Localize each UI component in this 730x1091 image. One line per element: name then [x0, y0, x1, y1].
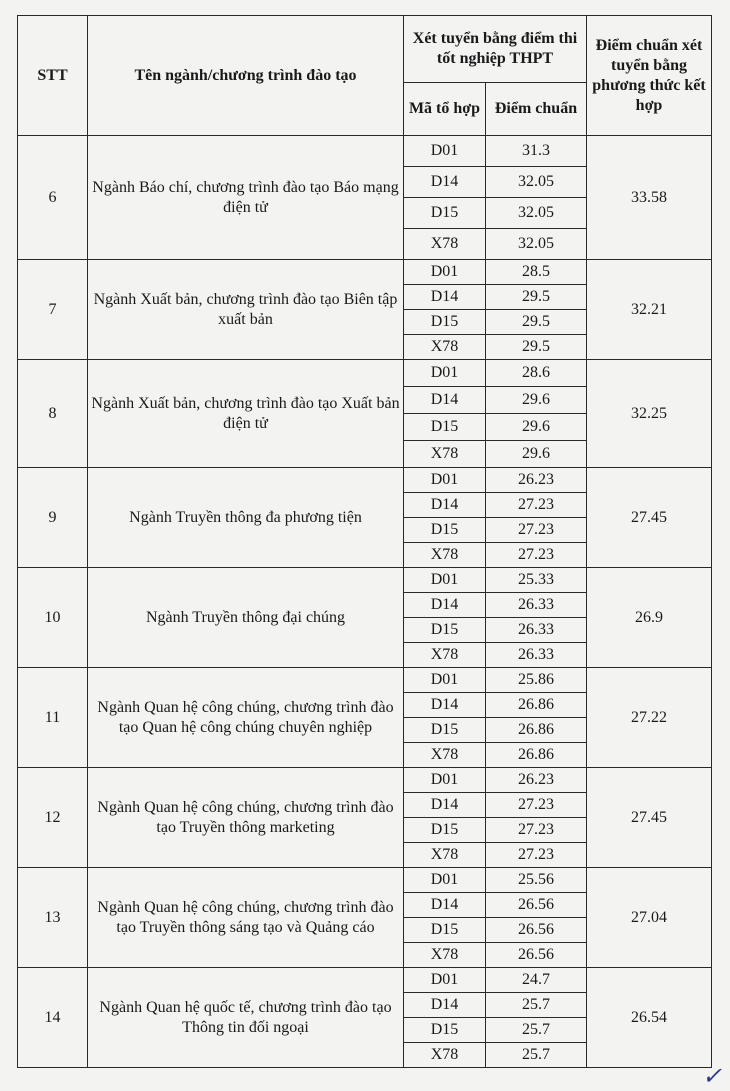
cell-score: 25.7 [486, 993, 587, 1018]
cell-score: 31.3 [486, 136, 587, 167]
cell-subject-code: D15 [404, 1018, 486, 1043]
cell-score: 24.7 [486, 968, 587, 993]
cell-stt: 6 [18, 136, 88, 260]
cell-score: 26.33 [486, 593, 587, 618]
table-row [18, 568, 712, 593]
cell-score: 32.05 [486, 167, 587, 198]
cell-subject-code: D14 [404, 285, 486, 310]
cell-subject-code: D15 [404, 718, 486, 743]
cell-program-name: Ngành Truyền thông đa phương tiện [88, 468, 404, 568]
cell-combined-score: 27.22 [587, 668, 712, 768]
cell-score: 29.5 [486, 285, 587, 310]
cell-score: 27.23 [486, 493, 587, 518]
admission-score-table [17, 15, 712, 1068]
cell-subject-code: D01 [404, 568, 486, 593]
cell-subject-code: D14 [404, 167, 486, 198]
cell-subject-code: D01 [404, 360, 486, 387]
cell-subject-code: D01 [404, 136, 486, 167]
cell-score: 27.23 [486, 843, 587, 868]
cell-score: 26.86 [486, 743, 587, 768]
table-row [18, 468, 712, 493]
cell-combined-score: 27.45 [587, 468, 712, 568]
cell-program-name: Ngành Xuất bản, chương trình đào tạo Xuất bản điện tử [88, 360, 404, 468]
header-thpt-group: Xét tuyển bằng điểm thi tốt nghiệp THPT [404, 16, 587, 83]
cell-score: 26.33 [486, 643, 587, 668]
cell-subject-code: D15 [404, 414, 486, 441]
header-program-name: Tên ngành/chương trình đào tạo [88, 16, 404, 136]
cell-stt: 11 [18, 668, 88, 768]
cell-score: 27.23 [486, 818, 587, 843]
cell-subject-code: X78 [404, 335, 486, 360]
cell-score: 29.6 [486, 414, 587, 441]
cell-program-name: Ngành Quan hệ công chúng, chương trình đào tạo Truyền thông marketing [88, 768, 404, 868]
handwritten-mark: ✓ [702, 1064, 723, 1090]
cell-combined-score: 32.25 [587, 360, 712, 468]
cell-stt: 12 [18, 768, 88, 868]
table-body [18, 136, 712, 1068]
cell-subject-code: X78 [404, 943, 486, 968]
cell-score: 26.23 [486, 468, 587, 493]
cell-subject-code: X78 [404, 441, 486, 468]
cell-stt: 8 [18, 360, 88, 468]
cell-program-name: Ngành Báo chí, chương trình đào tạo Báo mạng điện tử [88, 136, 404, 260]
cell-subject-code: D01 [404, 768, 486, 793]
cell-combined-score: 33.58 [587, 136, 712, 260]
cell-subject-code: D15 [404, 518, 486, 543]
cell-score: 25.7 [486, 1018, 587, 1043]
cell-score: 27.23 [486, 793, 587, 818]
cell-combined-score: 27.45 [587, 768, 712, 868]
cell-score: 25.7 [486, 1043, 587, 1068]
cell-score: 26.23 [486, 768, 587, 793]
cell-stt: 10 [18, 568, 88, 668]
cell-subject-code: D15 [404, 918, 486, 943]
cell-subject-code: X78 [404, 1043, 486, 1068]
cell-subject-code: X78 [404, 843, 486, 868]
cell-score: 32.05 [486, 198, 587, 229]
cell-subject-code: D14 [404, 893, 486, 918]
cell-program-name: Ngành Quan hệ công chúng, chương trình đào tạo Quan hệ công chúng chuyên nghiệp [88, 668, 404, 768]
cell-subject-code: D15 [404, 818, 486, 843]
cell-score: 25.33 [486, 568, 587, 593]
cell-subject-code: X78 [404, 543, 486, 568]
cell-score: 26.86 [486, 718, 587, 743]
header-stt: STT [18, 16, 88, 136]
table-row [18, 768, 712, 793]
cell-subject-code: D14 [404, 493, 486, 518]
cell-score: 29.6 [486, 387, 587, 414]
cell-subject-code: D15 [404, 618, 486, 643]
cell-score: 25.86 [486, 668, 587, 693]
cell-score: 26.56 [486, 893, 587, 918]
cell-stt: 9 [18, 468, 88, 568]
cell-subject-code: D15 [404, 198, 486, 229]
cell-score: 29.5 [486, 310, 587, 335]
cell-subject-code: X78 [404, 743, 486, 768]
cell-score: 27.23 [486, 543, 587, 568]
table-row [18, 968, 712, 993]
cell-stt: 7 [18, 260, 88, 360]
cell-score: 25.56 [486, 868, 587, 893]
table-row [18, 136, 712, 167]
header-subject-code: Mã tổ hợp [404, 83, 486, 136]
cell-stt: 13 [18, 868, 88, 968]
cell-subject-code: D14 [404, 993, 486, 1018]
cell-score: 26.86 [486, 693, 587, 718]
cell-score: 26.56 [486, 918, 587, 943]
cell-subject-code: D14 [404, 387, 486, 414]
cell-score: 29.6 [486, 441, 587, 468]
cell-program-name: Ngành Truyền thông đại chúng [88, 568, 404, 668]
cell-score: 28.6 [486, 360, 587, 387]
cell-score: 26.33 [486, 618, 587, 643]
cell-subject-code: D01 [404, 468, 486, 493]
cell-subject-code: X78 [404, 643, 486, 668]
cell-stt: 14 [18, 968, 88, 1068]
table-row [18, 260, 712, 285]
header-combined-score: Điểm chuẩn xét tuyển bằng phương thức kết hợp [587, 16, 712, 136]
cell-combined-score: 26.9 [587, 568, 712, 668]
cell-subject-code: D01 [404, 968, 486, 993]
cell-score: 32.05 [486, 229, 587, 260]
cell-combined-score: 26.54 [587, 968, 712, 1068]
cell-score: 26.56 [486, 943, 587, 968]
cell-subject-code: X78 [404, 229, 486, 260]
table-row [18, 360, 712, 387]
cell-program-name: Ngành Quan hệ quốc tế, chương trình đào tạo Thông tin đối ngoại [88, 968, 404, 1068]
cell-subject-code: D01 [404, 668, 486, 693]
cell-program-name: Ngành Quan hệ công chúng, chương trình đào tạo Truyền thông sáng tạo và Quảng cáo [88, 868, 404, 968]
cell-combined-score: 32.21 [587, 260, 712, 360]
cell-score: 28.5 [486, 260, 587, 285]
cell-subject-code: D14 [404, 793, 486, 818]
cell-score: 27.23 [486, 518, 587, 543]
cell-subject-code: D01 [404, 260, 486, 285]
cell-subject-code: D15 [404, 310, 486, 335]
cell-subject-code: D14 [404, 593, 486, 618]
cell-score: 29.5 [486, 335, 587, 360]
cell-program-name: Ngành Xuất bản, chương trình đào tạo Biên tập xuất bản [88, 260, 404, 360]
table-row [18, 668, 712, 693]
cell-subject-code: D01 [404, 868, 486, 893]
table-row [18, 868, 712, 893]
cell-combined-score: 27.04 [587, 868, 712, 968]
header-score: Điểm chuẩn [486, 83, 587, 136]
cell-subject-code: D14 [404, 693, 486, 718]
